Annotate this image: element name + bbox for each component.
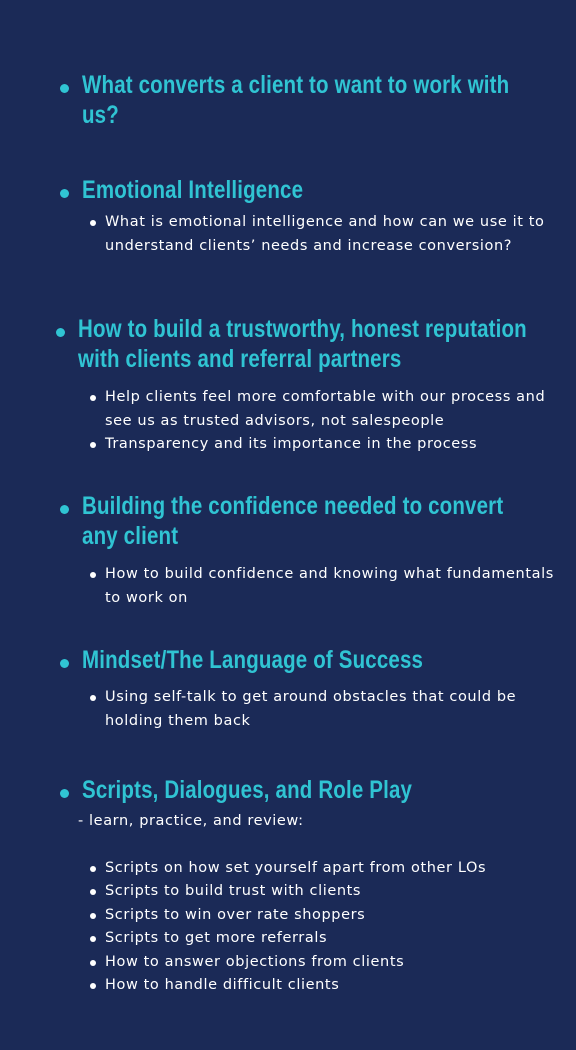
list-item	[0, 211, 576, 258]
bullet-icon	[90, 572, 96, 578]
sub-list	[0, 386, 576, 457]
heading-row	[0, 491, 576, 551]
list-item-text: Scripts to get more referrals	[105, 930, 328, 946]
section-scripts	[0, 775, 576, 998]
list-item-text: How to handle difficult clients	[105, 977, 340, 993]
section-mindset	[0, 645, 576, 733]
section-heading: Mindset/The Language of Success	[82, 646, 424, 674]
list-item	[0, 880, 576, 904]
section-heading: Building the confidence needed to convert any client	[82, 492, 504, 550]
bullet-icon	[60, 659, 69, 668]
sub-list	[0, 211, 576, 258]
section-what-converts	[0, 70, 576, 130]
bullet-icon	[60, 505, 69, 514]
list-item-text: Using self-talk to get around obstacles that could be holding them back	[105, 689, 517, 729]
bullet-icon	[90, 395, 96, 401]
list-item-text: Help clients feel more comfortable with our process and see us as trusted advisors, not salespeople	[105, 389, 546, 429]
bullet-icon	[60, 189, 69, 198]
section-emotional-intelligence	[0, 175, 576, 258]
list-item-text: Transparency and its importance in the process	[105, 436, 478, 452]
bullet-icon	[90, 442, 96, 448]
bullet-icon	[90, 889, 96, 895]
list-item	[0, 686, 576, 733]
list-item	[0, 433, 576, 457]
list-item	[0, 974, 576, 998]
sub-list	[0, 686, 576, 733]
list-item-text: Scripts to build trust with clients	[105, 883, 362, 899]
list-item	[0, 386, 576, 433]
section-trustworthy-reputation	[0, 314, 576, 457]
bullet-icon	[90, 220, 96, 226]
list-item-text: Scripts on how set yourself apart from other LOs	[105, 859, 487, 876]
list-item	[0, 927, 576, 951]
sub-list	[0, 857, 576, 998]
list-item-text: What is emotional intelligence and how can we use it to understand clients’ needs and increase conversion?	[105, 214, 545, 254]
bullet-icon	[56, 328, 65, 337]
section-heading: What converts a client to want to work with us?	[82, 71, 510, 129]
list-item	[0, 563, 576, 610]
bullet-icon	[60, 789, 69, 798]
list-item	[0, 904, 576, 928]
section-building-confidence	[0, 491, 576, 610]
bullet-icon	[90, 960, 96, 966]
bullet-icon	[60, 84, 69, 93]
sub-list	[0, 563, 576, 610]
bullet-icon	[90, 936, 96, 942]
section-heading: Scripts, Dialogues, and Role Play	[82, 776, 413, 804]
list-item-text: Scripts to win over rate shoppers	[105, 906, 366, 923]
list-item	[0, 857, 576, 881]
heading-row	[0, 175, 576, 205]
heading-row	[0, 775, 576, 805]
bullet-icon	[90, 866, 96, 872]
list-item	[0, 951, 576, 975]
heading-row	[0, 70, 576, 130]
section-heading: Emotional Intelligence	[82, 176, 304, 204]
list-item-text: How to build confidence and knowing what fundamentals to work on	[105, 566, 554, 606]
bullet-icon	[90, 695, 96, 701]
section-heading: How to build a trustworthy, honest reputation with clients and referral partners	[78, 315, 527, 373]
heading-row	[0, 314, 576, 374]
bullet-icon	[90, 913, 96, 919]
section-note: - learn, practice, and review:	[78, 813, 304, 829]
heading-row	[0, 645, 576, 675]
bullet-icon	[90, 983, 96, 989]
list-item-text: How to answer objections from clients	[105, 953, 405, 970]
